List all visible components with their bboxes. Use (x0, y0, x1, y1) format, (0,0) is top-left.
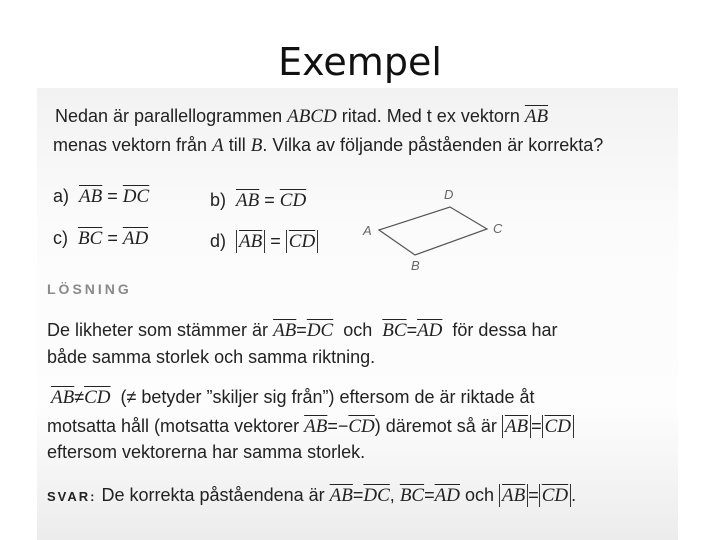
solution-line-4 (47, 415, 574, 438)
parallelogram-diagram (357, 183, 517, 273)
vector-ab: $\overline{AB}$ (524, 106, 549, 127)
vector: $\overline{BC}$ (399, 485, 425, 506)
slide-title: Exempel (278, 40, 442, 84)
vertex-label-b: B (411, 258, 420, 273)
comma: , (389, 485, 395, 505)
period: . (571, 485, 577, 505)
solution-text: både samma storlek och samma riktning. (47, 347, 376, 367)
vector: $\overline{AB}$ (273, 320, 297, 341)
intro-text: menas vektorn från (53, 135, 208, 155)
option-label: a) (53, 186, 70, 206)
solution-line-2 (47, 347, 375, 368)
intro-line-1 (55, 106, 548, 128)
vector: $\overline{AD}$ (434, 485, 460, 506)
abs-value (286, 230, 318, 253)
equals-sign: = (327, 416, 338, 436)
vertex-label-c: C (493, 221, 503, 236)
solution-text: för dessa har (452, 320, 558, 340)
vector: $\overline{CD}$ (544, 416, 571, 437)
solution-text: motsatta håll (motsatta vektorer (47, 416, 300, 436)
equals-sign: = (270, 231, 281, 251)
option-label: d) (210, 231, 227, 251)
intro-line-2 (53, 135, 603, 157)
vector: $\overline{CD}$ (84, 387, 111, 408)
vector: $\overline{AB}$ (79, 186, 103, 207)
vector: $\overline{DC}$ (306, 320, 334, 341)
equals-sign: = (528, 485, 539, 505)
vector: $\overline{AD}$ (122, 228, 149, 249)
abs-value (539, 484, 571, 507)
answer-line (47, 484, 576, 507)
intro-text: . Vilka av följande påståenden är korrekta? (262, 135, 604, 155)
textbook-photo (37, 88, 678, 540)
vector: $\overline{AB}$ (329, 485, 353, 506)
not-equals-sign: ≠ (74, 387, 85, 407)
abs-value (502, 415, 531, 438)
solution-line-1 (47, 320, 557, 342)
intro-text: till (228, 135, 246, 155)
vector: $\overline{AB}$ (239, 231, 263, 252)
abs-value (236, 230, 265, 253)
vector: $\overline{AB}$ (502, 485, 526, 506)
vertex-label-d: D (444, 187, 454, 202)
equals-sign: = (264, 190, 275, 210)
option-label: b) (210, 190, 227, 210)
parallelogram-shape (379, 207, 487, 255)
vector: $\overline{AD}$ (417, 320, 443, 341)
option-c (53, 228, 148, 250)
equals-sign: = (296, 320, 307, 340)
equals-sign: = (406, 320, 418, 340)
equals-sign: = (352, 485, 364, 505)
vector: $\overline{AB}$ (236, 190, 260, 211)
vector: $\overline{BC}$ (78, 228, 103, 249)
equals-sign: = (107, 186, 118, 206)
solution-line-3 (51, 387, 535, 409)
parallelogram-name: ABCD (287, 106, 337, 127)
solution-text: eftersom vektorerna har samma storlek. (47, 442, 366, 462)
option-d (210, 230, 318, 253)
equals-sign: = (424, 485, 435, 505)
solution-text: De likheter som stämmer är (47, 320, 269, 340)
answer-text: och (464, 485, 494, 505)
vertex-label-a: A (363, 223, 372, 238)
solution-text: ) däremot så är (374, 416, 497, 436)
solution-line-5 (47, 442, 365, 463)
solution-heading: LÖSNING (47, 281, 132, 297)
option-a (53, 186, 149, 208)
point-a: A (212, 135, 224, 156)
vector: $\overline{BC}$ (382, 320, 407, 341)
equals-sign: = (531, 416, 542, 436)
option-b (210, 190, 306, 212)
vector: $\overline{CD}$ (541, 485, 569, 506)
vector: $\overline{AB}$ (304, 416, 328, 437)
vector: $\overline{CD}$ (288, 231, 316, 252)
intro-text: ritad. Med t ex vektorn (341, 106, 520, 126)
abs-value (542, 415, 574, 438)
vector: $\overline{AB}$ (504, 416, 529, 437)
vector: $\overline{DC}$ (363, 485, 390, 506)
option-label: c) (53, 228, 68, 248)
answer-text: De korrekta påståendena är (101, 485, 325, 505)
abs-value (499, 484, 528, 507)
intro-text: Nedan är parallellogrammen (55, 106, 283, 126)
answer-label: SVAR: (47, 489, 97, 504)
vector: $\overline{CD}$ (348, 416, 375, 437)
minus-sign: − (337, 416, 349, 436)
vector: $\overline{DC}$ (122, 186, 150, 207)
vector: $\overline{AB}$ (51, 387, 75, 408)
point-b: B (250, 135, 263, 156)
equals-sign: = (107, 228, 118, 248)
solution-text: (≠ betyder ”skiljer sig från”) eftersom de är riktade åt (120, 387, 535, 407)
solution-text: och (343, 320, 373, 340)
vector: $\overline{CD}$ (279, 190, 307, 211)
